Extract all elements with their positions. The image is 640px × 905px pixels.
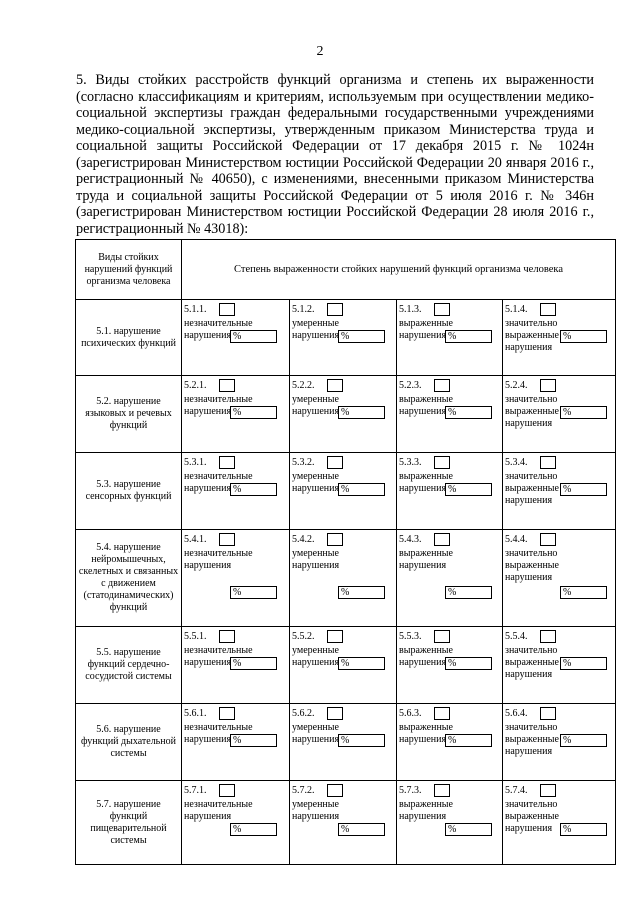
severity-code: 5.3.3. bbox=[399, 457, 422, 468]
severity-code: 5.1.3. bbox=[399, 304, 422, 315]
severity-cell bbox=[182, 627, 290, 704]
severity-code: 5.4.4. bbox=[505, 534, 528, 545]
row-label: 5.3. нарушение сенсорных функций bbox=[76, 453, 182, 530]
row-label: 5.1. нарушение психических функций bbox=[76, 300, 182, 376]
severity-cell bbox=[397, 704, 503, 781]
severity-checkbox[interactable] bbox=[219, 379, 235, 392]
severity-checkbox[interactable] bbox=[219, 456, 235, 469]
severity-code: 5.7.4. bbox=[505, 785, 528, 796]
severity-cell bbox=[290, 300, 397, 376]
severity-description: умеренные нарушения bbox=[292, 318, 340, 341]
severity-cell bbox=[182, 704, 290, 781]
severity-description: значительно выраженные нарушения bbox=[505, 548, 559, 583]
severity-description: умеренные нарушения bbox=[292, 645, 340, 668]
severity-checkbox[interactable] bbox=[327, 533, 343, 546]
severity-checkbox[interactable] bbox=[540, 303, 556, 316]
severity-description: незначительные нарушения bbox=[184, 471, 253, 494]
severity-code: 5.2.2. bbox=[292, 380, 315, 391]
severity-cell bbox=[397, 453, 503, 530]
severity-checkbox[interactable] bbox=[540, 533, 556, 546]
severity-code: 5.5.4. bbox=[505, 631, 528, 642]
severity-cell bbox=[290, 376, 397, 453]
severity-checkbox[interactable] bbox=[434, 379, 450, 392]
row-label: 5.2. нарушение языковых и речевых функций bbox=[76, 376, 182, 453]
percent-input[interactable]: % bbox=[445, 330, 492, 343]
severity-checkbox[interactable] bbox=[540, 630, 556, 643]
severity-code: 5.4.3. bbox=[399, 534, 422, 545]
percent-input[interactable]: % bbox=[230, 406, 277, 419]
percent-input[interactable]: % bbox=[445, 586, 492, 599]
severity-checkbox[interactable] bbox=[327, 707, 343, 720]
percent-input[interactable]: % bbox=[560, 823, 607, 836]
page-number: 2 bbox=[316, 44, 324, 59]
severity-code: 5.4.2. bbox=[292, 534, 315, 545]
percent-input[interactable]: % bbox=[445, 657, 492, 670]
percent-input[interactable]: % bbox=[445, 823, 492, 836]
severity-cell bbox=[397, 376, 503, 453]
severity-cell bbox=[290, 704, 397, 781]
percent-input[interactable]: % bbox=[230, 483, 277, 496]
severity-code: 5.3.2. bbox=[292, 457, 315, 468]
percent-input[interactable]: % bbox=[230, 657, 277, 670]
percent-input[interactable]: % bbox=[338, 586, 385, 599]
severity-checkbox[interactable] bbox=[434, 784, 450, 797]
percent-input[interactable]: % bbox=[560, 330, 607, 343]
table-row bbox=[76, 704, 616, 781]
severity-code: 5.7.3. bbox=[399, 785, 422, 796]
severity-cell bbox=[503, 453, 616, 530]
table-row bbox=[76, 453, 616, 530]
severity-description: выраженные нарушения bbox=[399, 471, 453, 494]
percent-input[interactable]: % bbox=[338, 734, 385, 747]
severity-code: 5.7.2. bbox=[292, 785, 315, 796]
severity-cell bbox=[397, 300, 503, 376]
severity-cell bbox=[290, 781, 397, 865]
severity-description: значительно выраженные нарушения bbox=[505, 471, 559, 506]
severity-checkbox[interactable] bbox=[540, 784, 556, 797]
percent-input[interactable]: % bbox=[560, 657, 607, 670]
severity-checkbox[interactable] bbox=[327, 630, 343, 643]
percent-input[interactable]: % bbox=[338, 823, 385, 836]
severity-cell bbox=[290, 453, 397, 530]
percent-input[interactable]: % bbox=[230, 734, 277, 747]
severity-description: выраженные нарушения bbox=[399, 722, 453, 745]
severity-cell bbox=[503, 627, 616, 704]
row-label: 5.7. нарушение функций пищеварительной системы bbox=[76, 781, 182, 865]
severity-description: умеренные нарушения bbox=[292, 722, 340, 745]
severity-code: 5.5.1. bbox=[184, 631, 207, 642]
severity-code: 5.6.2. bbox=[292, 708, 315, 719]
percent-input[interactable]: % bbox=[445, 406, 492, 419]
percent-input[interactable]: % bbox=[338, 483, 385, 496]
percent-input[interactable]: % bbox=[230, 330, 277, 343]
percent-input[interactable]: % bbox=[560, 734, 607, 747]
severity-checkbox[interactable] bbox=[327, 784, 343, 797]
row-label: 5.4. нарушение нейромышечных, скелетных и связанных с движением (статодинамических) функций bbox=[76, 530, 182, 627]
severity-code: 5.4.1. bbox=[184, 534, 207, 545]
severity-checkbox[interactable] bbox=[434, 456, 450, 469]
severity-code: 5.5.2. bbox=[292, 631, 315, 642]
severity-code: 5.3.1. bbox=[184, 457, 207, 468]
table-row bbox=[76, 376, 616, 453]
severity-checkbox[interactable] bbox=[540, 707, 556, 720]
severity-checkbox[interactable] bbox=[219, 533, 235, 546]
severity-code: 5.1.1. bbox=[184, 304, 207, 315]
severity-checkbox[interactable] bbox=[434, 303, 450, 316]
percent-input[interactable]: % bbox=[230, 823, 277, 836]
severity-description: незначительные нарушения bbox=[184, 722, 253, 745]
severity-description: умеренные нарушения bbox=[292, 394, 340, 417]
percent-input[interactable]: % bbox=[445, 483, 492, 496]
severity-checkbox[interactable] bbox=[219, 784, 235, 797]
row-label: 5.6. нарушение функций дыхательной системы bbox=[76, 704, 182, 781]
severity-checkbox[interactable] bbox=[219, 707, 235, 720]
severity-code: 5.2.1. bbox=[184, 380, 207, 391]
severity-cell bbox=[182, 781, 290, 865]
severity-checkbox[interactable] bbox=[327, 456, 343, 469]
severity-description: умеренные нарушения bbox=[292, 799, 340, 822]
severity-cell bbox=[397, 530, 503, 627]
severity-description: выраженные нарушения bbox=[399, 318, 453, 341]
severity-description: незначительные нарушения bbox=[184, 548, 253, 571]
severity-cell bbox=[397, 627, 503, 704]
severity-description: умеренные нарушения bbox=[292, 471, 340, 494]
severity-checkbox[interactable] bbox=[540, 456, 556, 469]
percent-input[interactable]: % bbox=[445, 734, 492, 747]
severity-description: значительно выраженные нарушения bbox=[505, 722, 559, 757]
severity-description: незначительные нарушения bbox=[184, 318, 253, 341]
severity-code: 5.3.4. bbox=[505, 457, 528, 468]
severity-description: незначительные нарушения bbox=[184, 799, 253, 822]
table-row bbox=[76, 300, 616, 376]
severity-code: 5.2.4. bbox=[505, 380, 528, 391]
severity-cell bbox=[290, 627, 397, 704]
severity-description: значительно выраженные нарушения bbox=[505, 645, 559, 680]
percent-input[interactable]: % bbox=[230, 586, 277, 599]
severity-description: незначительные нарушения bbox=[184, 645, 253, 668]
percent-input[interactable]: % bbox=[338, 657, 385, 670]
impairments-table bbox=[75, 239, 616, 865]
severity-checkbox[interactable] bbox=[540, 379, 556, 392]
severity-cell bbox=[182, 300, 290, 376]
table-header-row bbox=[76, 240, 616, 300]
severity-checkbox[interactable] bbox=[327, 379, 343, 392]
severity-cell bbox=[503, 376, 616, 453]
severity-cell bbox=[182, 453, 290, 530]
percent-input[interactable]: % bbox=[560, 406, 607, 419]
severity-checkbox[interactable] bbox=[434, 707, 450, 720]
severity-checkbox[interactable] bbox=[327, 303, 343, 316]
severity-code: 5.1.4. bbox=[505, 304, 528, 315]
severity-cell bbox=[397, 781, 503, 865]
severity-code: 5.6.1. bbox=[184, 708, 207, 719]
severity-cell bbox=[290, 530, 397, 627]
percent-input[interactable]: % bbox=[560, 586, 607, 599]
table-row bbox=[76, 627, 616, 704]
table-row bbox=[76, 530, 616, 627]
section-intro-text: 5. Виды стойких расстройств функций организма и степень их выраженности (согласно классификациям и критериям, используемым при осуществлении медико-социальной экспертизы граждан федеральными государственными учреждениями медико-социальной экспертизы, утвержденным приказом Министерства труда и социальной защиты Российской Федерации от 17 декабря 2015 г. № 1024н (зарегистрирован Министерством юстиции Российской Федерации 20 января 2016 г., регистрационный № 40650), с изменениями, внесенными приказом Министерства труда и социальной защиты Российской Федерации от 5 июля 2016 г. № 346н (зарегистрирован Министерством юстиции Российской Федерации 28 июля 2016 г., регистрационный № 43018): bbox=[76, 72, 594, 237]
severity-checkbox[interactable] bbox=[219, 303, 235, 316]
severity-description: незначительные нарушения bbox=[184, 394, 253, 417]
percent-input[interactable]: % bbox=[560, 483, 607, 496]
severity-cell bbox=[503, 781, 616, 865]
severity-description: значительно выраженные нарушения bbox=[505, 799, 559, 834]
header-impairment-types: Виды стойких нарушений функций организма человека bbox=[76, 240, 182, 300]
header-severity: Степень выраженности стойких нарушений функций организма человека bbox=[182, 240, 616, 300]
severity-checkbox[interactable] bbox=[434, 630, 450, 643]
severity-cell bbox=[503, 300, 616, 376]
severity-description: значительно выраженные нарушения bbox=[505, 318, 559, 353]
severity-code: 5.5.3. bbox=[399, 631, 422, 642]
severity-cell bbox=[182, 376, 290, 453]
severity-code: 5.2.3. bbox=[399, 380, 422, 391]
percent-input[interactable]: % bbox=[338, 330, 385, 343]
severity-checkbox[interactable] bbox=[434, 533, 450, 546]
severity-cell bbox=[182, 530, 290, 627]
severity-cell bbox=[503, 530, 616, 627]
severity-description: умеренные нарушения bbox=[292, 548, 340, 571]
severity-description: выраженные нарушения bbox=[399, 394, 453, 417]
severity-description: выраженные нарушения bbox=[399, 645, 453, 668]
percent-input[interactable]: % bbox=[338, 406, 385, 419]
severity-code: 5.7.1. bbox=[184, 785, 207, 796]
severity-cell bbox=[503, 704, 616, 781]
severity-code: 5.6.3. bbox=[399, 708, 422, 719]
severity-description: выраженные нарушения bbox=[399, 799, 453, 822]
severity-description: значительно выраженные нарушения bbox=[505, 394, 559, 429]
severity-code: 5.6.4. bbox=[505, 708, 528, 719]
severity-checkbox[interactable] bbox=[219, 630, 235, 643]
table-row bbox=[76, 781, 616, 865]
row-label: 5.5. нарушение функций сердечно-сосудистой системы bbox=[76, 627, 182, 704]
severity-code: 5.1.2. bbox=[292, 304, 315, 315]
severity-description: выраженные нарушения bbox=[399, 548, 453, 571]
